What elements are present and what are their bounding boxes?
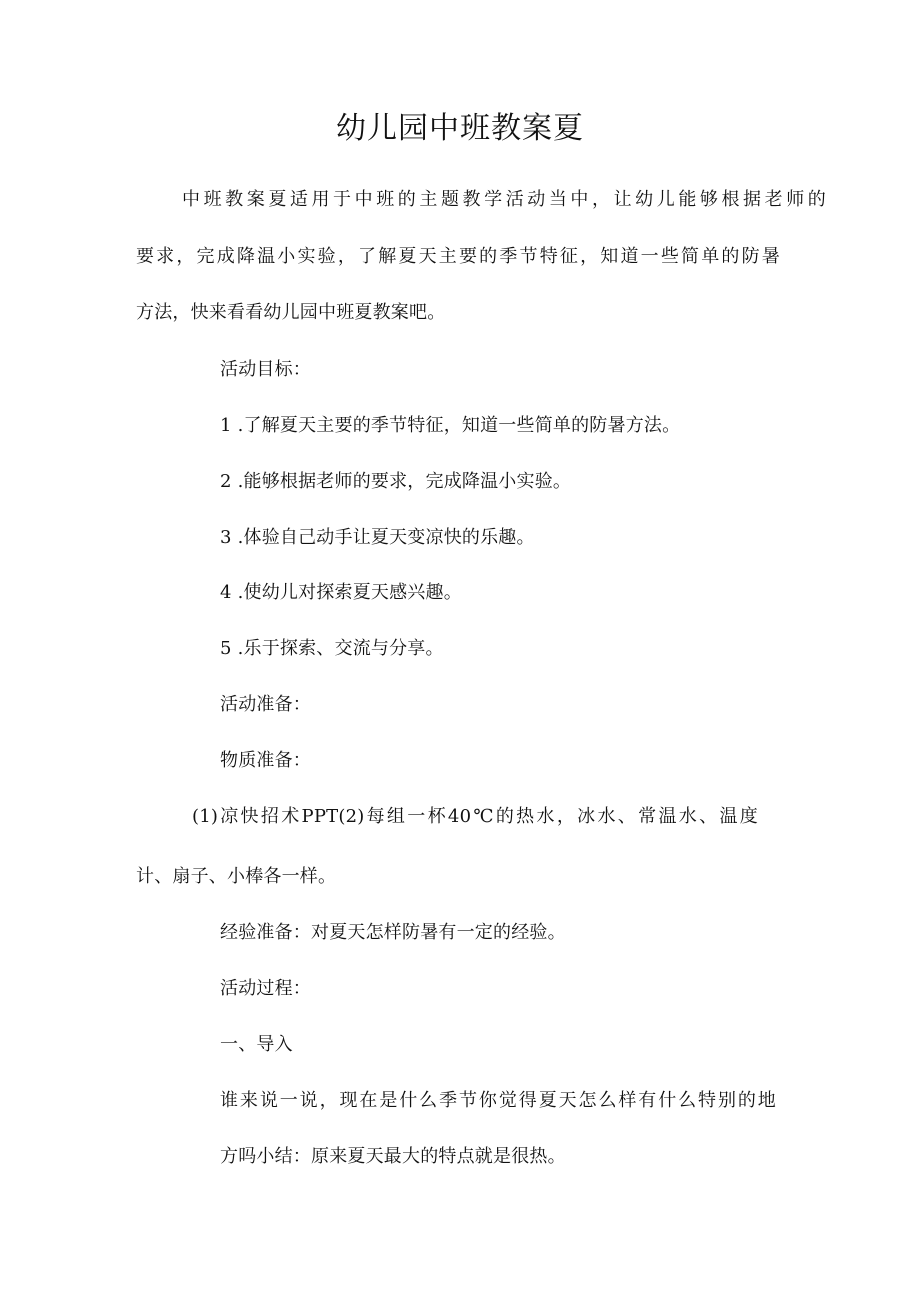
document-title: 幼儿园中班教案夏 (336, 111, 584, 146)
materials-line-2: 计、扇子、小棒各一样。 (136, 866, 337, 887)
discussion-line-1: 谁来说一说，现在是什么季节你觉得夏天怎么样有什么特别的地 (220, 1090, 776, 1111)
goal-item-5: 5 .乐于探索、交流与分享。 (220, 638, 444, 659)
goal-item-4: 4 .使幼儿对探索夏天感兴趣。 (220, 582, 462, 603)
goals-heading: 活动目标： (220, 359, 311, 380)
intro-line-3: 方法，快来看看幼儿园中班夏教案吧。 (136, 302, 446, 323)
discussion-line-2: 方吗小结：原来夏天最大的特点就是很热。 (220, 1146, 566, 1167)
process-heading: 活动过程： (220, 978, 311, 999)
goal-item-3: 3 .体验自己动手让夏天变凉快的乐趣。 (220, 527, 535, 548)
section-one-heading: 一、导入 (220, 1034, 293, 1055)
intro-line-1: 中班教案夏适用于中班的主题教学活动当中，让幼儿能够根据老师的 (182, 189, 826, 210)
goal-item-1: 1 .了解夏天主要的季节特征，知道一些简单的防暑方法。 (220, 415, 681, 436)
goal-item-2: 2 .能够根据老师的要求，完成降温小实验。 (220, 471, 572, 492)
material-heading: 物质准备： (220, 750, 311, 771)
materials-line-1: (1)凉快招术PPT(2)每组一杯40℃的热水，冰水、常温水、温度 (192, 806, 758, 827)
prep-heading: 活动准备： (220, 694, 311, 715)
intro-line-2: 要求，完成降温小实验，了解夏天主要的季节特征，知道一些简单的防暑 (136, 246, 780, 267)
experience-prep: 经验准备：对夏天怎样防暑有一定的经验。 (220, 922, 566, 943)
